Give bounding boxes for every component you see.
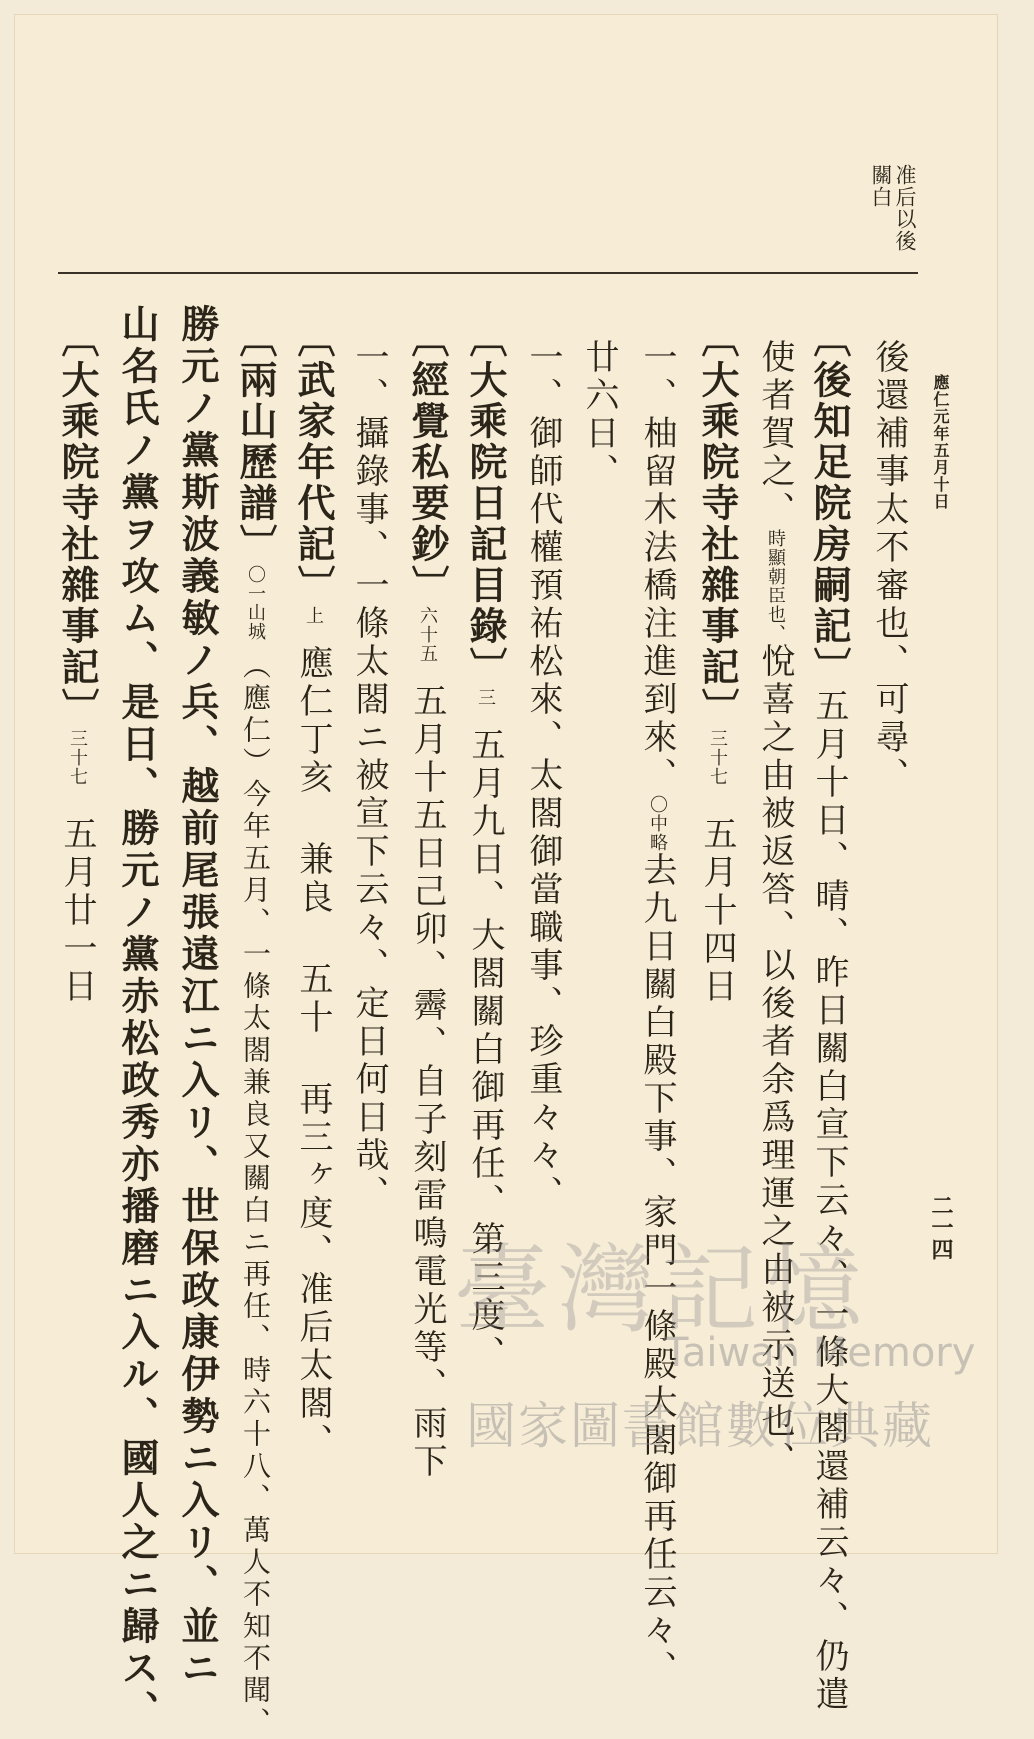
header-rule (58, 272, 918, 274)
entry-text: 應仁丁亥 兼良 五十 再三ヶ度、准后太閤、 (293, 645, 333, 1461)
source-title: 〔武家年代記〕 (291, 319, 336, 606)
source-title: 〔經覺私要鈔〕 (405, 319, 450, 606)
interlinear-note: 〇中略 (647, 795, 668, 852)
volume-note: 〇一山城 (245, 565, 266, 641)
entry-text: 五月十日、晴、昨日關白宣下云々、一條大閤還補云々、仍遣 (809, 688, 849, 1714)
volume-note: 三十七 (67, 729, 88, 786)
text-column-4 (695, 319, 740, 1006)
entry-text: 五月九日、大閤關白御再任、第三度、 (465, 727, 505, 1373)
text-column-7: 一、御師代權預祐松來、太閤御當職事、珍重々々、 (523, 339, 563, 1213)
volume-note: 三 (475, 688, 496, 707)
source-title: 〔兩山歷譜〕 (233, 319, 278, 565)
entry-text: 一、柚留木法橋注進到來、 (637, 339, 677, 795)
page-number: 二一四 (928, 1194, 954, 1260)
source-title: 〔後知足院房嗣記〕 (807, 319, 852, 688)
running-title: 應仁元年五月十日 (931, 374, 950, 510)
entry-text: 使者賀之、 (755, 339, 795, 529)
volume-note: 三十七 (707, 729, 728, 786)
entry-text: 五月十四日 (697, 816, 737, 1006)
entry-text: 五月廿一日 (57, 816, 97, 1006)
entry-text: 五月十五日己卯、霽、自子刻雷鳴電光等、雨下 (407, 683, 447, 1481)
text-column-10: 一、攝錄事、一條太閤ニ被宣下云々、定日何日哉、 (349, 339, 389, 1213)
source-title: 〔大乘院寺社雜事記〕 (695, 319, 740, 729)
entry-text: （應仁）今年五月、一條太閤兼良又關白ニ再任、時六十八、萬人不知不聞、 (239, 651, 272, 1739)
volume-note: 上 (303, 606, 324, 625)
volume-note: 六十五 (417, 606, 438, 663)
watermark-english: Taiwan Memory (664, 1330, 976, 1376)
interlinear-note: 時顯朝臣也、 (765, 529, 786, 643)
text-column-6: 廿六日、 (579, 339, 619, 491)
text-column-12 (233, 319, 278, 1739)
source-title: 〔大乘院日記目錄〕 (463, 319, 508, 688)
watermark-chinese: 國家圖書館數位典藏 (466, 1397, 934, 1455)
watermark-calligraphy: 臺灣記憶 (454, 1234, 870, 1346)
entry-text: 悅喜之由被返答、以後者余爲理運之由被示送也、 (755, 643, 795, 1479)
side-note-2: 關白 (869, 164, 893, 208)
text-column-11 (291, 319, 336, 1461)
side-note-1: 准后以後 (893, 164, 917, 252)
text-column-13: 勝元ノ黨斯波義敏ノ兵、越前尾張遠江ニ入リ、世保政康伊勢ニ入リ、並ニ (175, 304, 220, 1690)
source-title: 〔大乘院寺社雜事記〕 (55, 319, 100, 729)
text-column-1: 後還補事太不審也、可尋、 (869, 339, 909, 795)
text-column-9 (405, 319, 450, 1481)
document-page (14, 14, 998, 1739)
text-column-5 (637, 339, 677, 1688)
entry-text: 去九日關白殿下事、家門一條殿大閤御再任云々、 (637, 852, 677, 1688)
text-column-15 (55, 319, 100, 1006)
text-column-14: 山名氏ノ黨ヲ攻ム、是日、勝元ノ黨赤松政秀亦播磨ニ入ル、國人之ニ歸ス、 (115, 304, 160, 1732)
